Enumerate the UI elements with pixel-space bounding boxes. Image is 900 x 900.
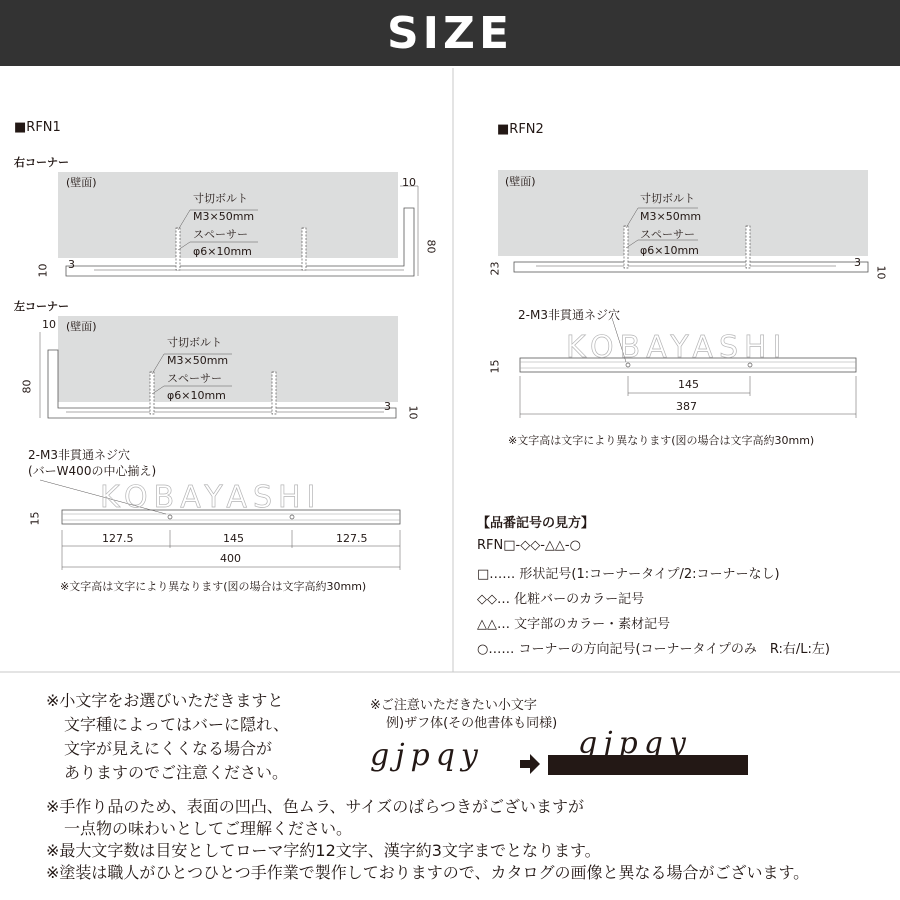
page-title: SIZE [386, 7, 514, 59]
bottom-note-line: ※塗装は職人がひとつひとつ手作業で製作しておりますので、カタログの画像と異なる場合がございます。 [46, 863, 810, 882]
dim-10: 10 [874, 265, 888, 280]
wall-label: (壁面) [66, 176, 97, 189]
legend-line: ○…… コーナーの方向記号(コーナータイプのみ R:右/L:左) [477, 642, 830, 657]
dim-10: 10 [402, 176, 416, 189]
bar [514, 262, 868, 272]
bolt-size-label: M3×50mm [167, 354, 229, 367]
holes-note: (バーW400の中心揃え) [28, 464, 157, 478]
rfn1-note: ※文字高は文字により異なります(図の場合は文字高約30mm) [60, 580, 367, 593]
dim-387: 387 [676, 400, 697, 413]
spacer-label: スペーサー [167, 372, 222, 385]
dim-3: 3 [854, 256, 861, 269]
spacer-label: スペーサー [640, 228, 695, 241]
holes-label: 2-M3非貫通ネジ穴 [28, 448, 130, 462]
lowercase-note-line: 文字が見えにくくなる場合が [64, 739, 273, 758]
wall-label: (壁面) [66, 320, 97, 333]
dim-3: 3 [384, 400, 391, 413]
bolt-right [746, 226, 750, 268]
legend-code: RFN□-◇◇-△△-○ [477, 538, 581, 553]
dim-400: 400 [220, 552, 241, 565]
bottom-note-line: ※最大文字数は目安としてローマ字約12文字、漢字約3文字までとなります。 [46, 841, 601, 860]
rfn1-label: ■RFN1 [14, 120, 61, 135]
caution-title: ※ご注意いただきたい小文字 [370, 698, 537, 713]
legend-title: 【品番記号の見方】 [477, 516, 595, 531]
dim-10: 10 [36, 263, 50, 278]
rfn2-label: ■RFN2 [497, 122, 544, 137]
dim-127-5-left: 127.5 [102, 532, 134, 545]
dim-10: 10 [42, 318, 56, 331]
dim-3: 3 [68, 258, 75, 271]
dim-80: 80 [20, 379, 34, 394]
bottom-note-line: 一点物の味わいとしてご理解ください。 [64, 819, 353, 838]
bolt-label: 寸切ボルト [193, 192, 248, 205]
lowercase-note-line: ※小文字をお選びいただきますと [46, 691, 284, 710]
rfn1-right-corner-drawing [58, 172, 418, 276]
dim-15: 15 [28, 511, 42, 526]
lowercase-note-line: 文字種によってはバーに隠れ、 [64, 715, 289, 734]
sample-after: gjpqy [578, 726, 692, 761]
dim-80: 80 [424, 239, 438, 254]
legend-line: ◇◇… 化粧バーのカラー記号 [477, 592, 645, 607]
bolt-right [302, 228, 306, 270]
spacer-size-label: φ6×10mm [167, 389, 226, 402]
wall-label: (壁面) [505, 175, 536, 188]
holes-label: 2-M3非貫通ネジ穴 [518, 308, 620, 322]
bolt-label: 寸切ボルト [167, 336, 222, 349]
arrow-icon [520, 754, 540, 774]
dim-23: 23 [488, 261, 502, 276]
lowercase-note-line: ありますのでご注意ください。 [64, 763, 289, 782]
bottom-note-line: ※手作り品のため、表面の凹凸、色ムラ、サイズのばらつきがございますが [46, 797, 585, 816]
bolt-label: 寸切ボルト [640, 192, 695, 205]
dim-15: 15 [488, 359, 502, 374]
watermark-text: KOBAYASHI [100, 480, 322, 515]
spacer-label: スペーサー [193, 228, 248, 241]
bolt-size-label: M3×50mm [193, 210, 255, 223]
dim-127-5-right: 127.5 [336, 532, 368, 545]
legend-line: △△… 文字部のカラー・素材記号 [477, 617, 671, 632]
sample-before: gjpqy [370, 738, 484, 773]
left-corner-title: 左コーナー [14, 300, 69, 313]
spacer-size-label: φ6×10mm [193, 245, 252, 258]
dim-145: 145 [678, 378, 699, 391]
bolt-right [272, 372, 276, 414]
rfn2-note: ※文字高は文字により異なります(図の場合は文字高約30mm) [508, 434, 815, 447]
right-corner-title: 右コーナー [14, 156, 69, 169]
dim-145: 145 [223, 532, 244, 545]
dim-10: 10 [406, 405, 420, 420]
watermark-text: KOBAYASHI [566, 330, 788, 365]
caution-example: 例)ザフ体(その他書体も同様) [386, 716, 558, 731]
spacer-size-label: φ6×10mm [640, 244, 699, 257]
bolt-size-label: M3×50mm [640, 210, 702, 223]
legend-line: □…… 形状記号(1:コーナータイプ/2:コーナーなし) [477, 567, 780, 582]
